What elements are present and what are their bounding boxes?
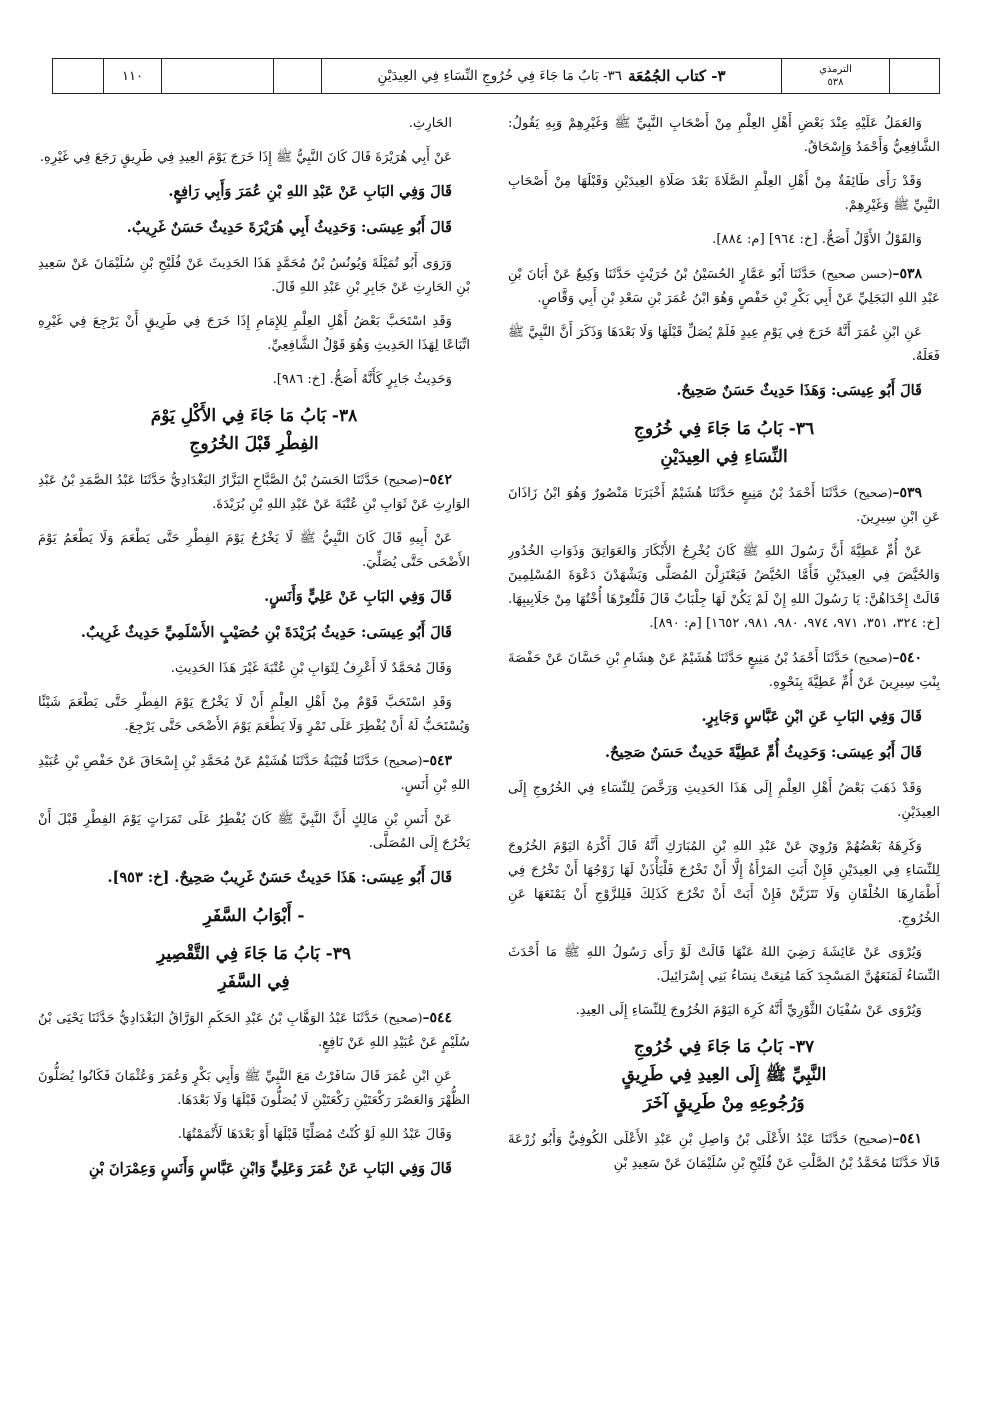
chapter-heading-line: ٣٧- بَابُ مَا جَاءَ فِي خُرُوجِ [633, 1037, 815, 1057]
text-paragraph [38, 252, 470, 300]
text-paragraph [38, 310, 470, 358]
book-title: ٣- كتاب الجُمُعَة [628, 67, 726, 85]
text-paragraph [508, 170, 940, 218]
chapter-heading-line: وَرُجُوعِهِ مِنْ طَرِيقٍ آخَرَ [643, 1093, 805, 1113]
paragraph-text: وَكَرِهَهُ بَعْضُهُمْ وَرُوِيَ عَنْ عَبْدِ اللهِ بْنِ المُبَارَكِ أَنَّهُ قَالَ أَكْرَهُ اليَوْمَ الخُرُوجَ لِلنِّسَاءِ فِي العِيدَيْنِ فَإِنْ أَبَتِ المَرْأَةُ إِلَّا أَنْ تَخْرُجَ فَلْيَأْذَنْ لَهَا زَوْجُهَا أَنْ تَخْرُجَ فِي أَطْمَارِهَا الخُلْقَانِ وَلَا تَتَزَيَّنْ فَإِنْ أَبَتْ أَنْ تَخْرُجَ كَذَلِكَ فَلِلزَّوْجِ أَنْ يَمْنَعَهَا عَنِ الخُرُوجِ. [508, 839, 940, 926]
paragraph-text: وَقَدْ ذَهَبَ بَعْضُ أَهْلِ العِلْمِ إِلَى هَذَا الحَدِيثِ وَرَخَّصَ لِلنِّسَاءِ فِي الخُرُوجِ إِلَى العِيدَيْنِ. [508, 781, 940, 820]
hadith-number: ٥٤١– [892, 1131, 922, 1147]
paragraph-text: عَنِ ابْنِ عُمَرَ أَنَّهُ خَرَجَ فِي يَوْمِ عِيدٍ فَلَمْ يُصَلِّ قَبْلَهَا وَلَا بَعْدَهَا وَذَكَرَ أَنَّ النَّبِيَّ ﷺ فَعَلَهُ. [508, 325, 940, 364]
hadith-number: ٥٤٠– [892, 650, 922, 666]
commentary-heading: قَالَ أَبُو عِيسَى: وَحَدِيثُ أَبِي هُرَيْرَةَ حَدِيثٌ حَسَنٌ غَرِيبٌ. [126, 219, 452, 236]
hadith-grade: (صحيح) [853, 651, 893, 665]
text-paragraph [508, 321, 940, 369]
chapter-heading [508, 415, 940, 471]
hadith-grade: (صحيح) [383, 1011, 423, 1025]
paragraph-text: وَالعَمَلُ عَلَيْهِ عِنْدَ بَعْضِ أَهْلِ العِلْمِ مِنْ أَصْحَابِ النَّبِيِّ ﷺ وَغَيْرِهِمْ وَبِهِ يَقُولُ: الشَّافِعِيُّ وَأَحْمَدُ وَإِسْحَاقُ. [508, 116, 940, 155]
hadith-number: ٥٤٢– [422, 472, 452, 488]
text-paragraph [38, 146, 470, 170]
text-paragraph [38, 527, 470, 575]
hadith-number: ٥٣٩– [892, 485, 922, 501]
text-paragraph [508, 999, 940, 1023]
paragraph-text: وَيُرْوَى عَنْ عَائِشَةَ رَضِيَ اللهُ عَنْهَا قَالَتْ لَوْ رَأَى رَسُولُ اللهِ ﷺ مَا أَحْدَثَ النِّسَاءُ لَمَنَعَهُنَّ المَسْجِدَ كَمَا مُنِعَتْ نِسَاءُ بَنِي إِسْرَائِيلَ. [508, 945, 940, 984]
hadith-number: ٥٤٤– [422, 1010, 452, 1026]
paragraph-text: وَقَالَ عَبْدُ اللهِ لَوْ كُنْتُ مُصَلِّيًا قَبْلَهَا أَوْ بَعْدَهَا لَأَتْمَمْتُهَا. [177, 1127, 452, 1142]
text-paragraph [508, 835, 940, 931]
commentary-heading: قَالَ أَبُو عِيسَى: حَدِيثُ بُرَيْدَةَ بْنِ حُصَيْبٍ الأَسْلَمِيِّ حَدِيثٌ غَرِيبٌ. [80, 624, 452, 641]
paragraph-text: وَقَدِ اسْتَحَبَّ قَوْمٌ مِنْ أَهْلِ العِلْمِ أَنْ لَا يَخْرُجَ يَوْمَ الفِطْرِ حَتَّى يَطْعَمَ شَيْئًا وَيُسْتَحَبُّ لَهُ أَنْ يُفْطِرَ عَلَى تَمْرٍ وَلَا يَطْعَمَ يَوْمَ الأَضْحَى حَتَّى يَرْجِعَ. [38, 695, 470, 734]
hadith-grade: (صحيح) [383, 473, 423, 487]
page-header [52, 58, 940, 94]
header-empty-cell [161, 59, 273, 93]
chapter-heading [38, 402, 470, 458]
chapter-heading [38, 940, 470, 996]
commentary-heading: قَالَ أَبُو عِيسَى: وَحَدِيثُ أُمِّ عَطِيَّةَ حَدِيثٌ حَسَنٌ صَحِيحٌ. [604, 744, 922, 761]
paragraph-text: حَدَّثَنَا أَبُو عَمَّارٍ الحُسَيْنُ بْنُ حُرَيْثٍ حَدَّثَنَا وَكِيعٌ عَنْ أَبَانَ بْنِ عَبْدِ اللهِ البَجَلِيِّ عَنْ أَبِي بَكْرِ بْنِ حَفْصٍ وَهُوَ ابْنُ عُمَرَ بْنِ سَعْدِ بْنِ أَبِي وَقَّاصٍ. [508, 267, 940, 306]
hadith-paragraph [38, 468, 470, 517]
header-empty-cell [889, 59, 939, 93]
paragraph-text: حَدَّثَنَا الحَسَنُ بْنُ الصَّبَّاحِ البَزَّارُ البَغْدَادِيُّ حَدَّثَنَا عَبْدُ الصَّمَدِ بْنُ عَبْدِ الوَارِثِ عَنْ ثَوَابِ بْنِ عُتْبَةَ عَنْ عَبْدِ اللهِ بْنِ بُرَيْدَةَ. [38, 473, 470, 512]
paragraph-text: وَحَدِيثُ جَابِرٍ كَأَنَّهُ أَصَحُّ. [خ: ٩٨٦]. [272, 372, 452, 387]
chapter-heading-line: الفِطْرِ قَبْلَ الخُرُوجِ [189, 434, 319, 454]
paragraph-text: وَقَدْ رَأَى طَائِفَةٌ مِنْ أَهْلِ العِلْمِ الصَّلَاةَ بَعْدَ صَلَاةِ العِيدَيْنِ وَقَبْلَهَا مِنْ أَصْحَابِ النَّبِيِّ ﷺ وَغَيْرِهِمْ. [508, 174, 940, 213]
source-name: الترمذي [819, 64, 852, 75]
text-paragraph [38, 657, 470, 681]
header-empty-cell [273, 59, 321, 93]
paragraph-text: وَقَالَ مُحَمَّدٌ لَا أَعْرِفُ لِثَوَابِ بْنِ عُتْبَةَ غَيْرَ هَذَا الحَدِيثِ. [170, 661, 452, 676]
paragraph-text: حَدَّثَنَا عَبْدُ الوَهَّابِ بْنُ عَبْدِ الحَكَمِ الوَرَّاقُ البَغْدَادِيُّ حَدَّثَنَا يَحْيَى بْنُ سُلَيْمٍ عَنْ عُبَيْدِ اللهِ عَنْ نَافِعٍ. [38, 1011, 470, 1050]
hadith-paragraph [508, 262, 940, 311]
hadith-paragraph [508, 481, 940, 530]
paragraph-text: حَدَّثَنَا أَحْمَدُ بْنُ مَنِيعٍ حَدَّثَنَا هُشَيْمٌ أَخْبَرَنَا مَنْصُورٌ وَهُوَ ابْنُ زَاذَانَ عَنِ ابْنِ سِيرِينَ. [508, 486, 940, 525]
text-paragraph [38, 1065, 470, 1113]
paragraph-text: وَرَوَى أَبُو تُمَيْلَةَ وَيُونُسُ بْنُ مُحَمَّدٍ هَذَا الحَدِيثَ عَنْ فُلَيْحِ بْنِ سُلَيْمَانَ عَنْ سَعِيدِ بْنِ الحَارِثِ عَنْ جَابِرِ بْنِ عَبْدِ اللهِ قَالَ. [38, 256, 470, 295]
commentary-heading: قَالَ أَبُو عِيسَى: وَهَذَا حَدِيثٌ حَسَنٌ صَحِيحٌ. [676, 382, 922, 399]
commentary-heading: قَالَ وَفِي البَابِ عَنْ عُمَرَ وَعَلِيٍّ وَابْنِ عَبَّاسٍ وَأَنَسٍ وَعِمْرَانَ بْنِ [88, 1160, 452, 1177]
hadith-range: ٥٣٨ [827, 77, 844, 88]
paragraph-text: وَيُرْوَى عَنْ سُفْيَانَ الثَّوْرِيِّ أَنَّهُ كَرِهَ اليَوْمَ الخُرُوجَ لِلنِّسَاءِ إِلَى العِيدِ. [575, 1003, 922, 1018]
text-paragraph [508, 777, 940, 825]
commentary-heading: قَالَ أَبُو عِيسَى: هَذَا حَدِيثٌ حَسَنٌ غَرِيبٌ صَحِيحٌ. [خ: ٩٥٣]. [107, 869, 452, 886]
text-paragraph [38, 691, 470, 739]
page-number: ١١٠ [103, 59, 161, 93]
chapter-heading-line: ٣٦- بَابُ مَا جَاءَ فِي خُرُوجِ [633, 419, 815, 439]
chapter-title: ٣٦- بَابُ مَا جَاءَ فِي خُرُوجِ النِّسَاءِ فِي العِيدَيْنِ [377, 68, 623, 84]
paragraph-text: عَنْ أَبِيهِ قَالَ كَانَ النَّبِيُّ ﷺ لَا يَخْرُجُ يَوْمَ الفِطْرِ حَتَّى يَطْعَمَ وَلَا يَطْعَمُ يَوْمَ الأَضْحَى حَتَّى يُصَلِّيَ. [38, 531, 470, 570]
paragraph-text: وَقَدِ اسْتَحَبَّ بَعْضُ أَهْلِ العِلْمِ لِلإِمَامِ إِذَا خَرَجَ فِي طَرِيقٍ أَنْ يَرْجِعَ فِي غَيْرِهِ اتِّبَاعًا لِهَذَا الحَدِيثِ وَهُوَ قَوْلُ الشَّافِعِيِّ. [38, 314, 470, 353]
hadith-number: ٥٣٨– [892, 266, 922, 282]
paragraph-text: عَنْ أَبِي هُرَيْرَةَ قَالَ كَانَ النَّبِيُّ ﷺ إِذَا خَرَجَ يَوْمَ العِيدِ فِي طَرِيقٍ رَجَعَ فِي غَيْرِهِ. [39, 150, 452, 165]
paragraph-text: عَنِ ابْنِ عُمَرَ قَالَ سَافَرْتُ مَعَ النَّبِيِّ ﷺ وَأَبِي بَكْرٍ وَعُمَرَ وَعُثْمَانَ فَكَانُوا يُصَلُّونَ الظُّهْرَ وَالعَصْرَ رَكْعَتَيْنِ رَكْعَتَيْنِ لَا يُصَلُّونَ قَبْلَهَا وَلَا بَعْدَهَا. [38, 1069, 470, 1108]
text-paragraph [38, 808, 470, 856]
hadith-grade: (صحيح) [853, 1132, 893, 1146]
chapter-heading [38, 902, 470, 930]
paragraph-text: حَدَّثَنَا أَحْمَدُ بْنُ مَنِيعٍ حَدَّثَنَا هُشَيْمٌ عَنْ هِشَامِ بْنِ حَسَّانَ عَنْ حَفْصَةَ بِنْتِ سِيرِينَ عَنْ أُمِّ عَطِيَّةَ بِنَحْوِهِ. [508, 651, 940, 690]
paragraph-text: عَنْ أَنَسِ بْنِ مَالِكٍ أَنَّ النَّبِيَّ ﷺ كَانَ يُفْطِرُ عَلَى تَمَرَاتٍ يَوْمَ الفِطْرِ قَبْلَ أَنْ يَخْرُجَ إِلَى المُصَلَّى. [38, 812, 470, 851]
hadith-grade: (صحيح) [853, 486, 893, 500]
paragraph-text: الحَارِثِ. [408, 116, 452, 131]
hadith-paragraph [38, 1006, 470, 1055]
commentary-heading: قَالَ وَفِي البَابِ عَنْ عَلِيٍّ وَأَنَسٍ. [264, 588, 452, 605]
paragraph-text: حَدَّثَنَا عَبْدُ الأَعْلَى بْنُ وَاصِلِ بْنِ عَبْدِ الأَعْلَى الكُوفِيُّ وَأَبُو زُرْعَةَ قَالَا حَدَّثَنَا مُحَمَّدُ بْنُ الصَّلْتِ عَنْ فُلَيْحِ بْنِ سُلَيْمَانَ عَنْ سَعِيدِ بْنِ [508, 1132, 940, 1171]
paragraph-text: عَنْ أُمِّ عَطِيَّةَ أَنَّ رَسُولَ اللهِ ﷺ كَانَ يُخْرِجُ الأَبْكَارَ وَالعَوَاتِقَ وَذَوَاتِ الخُدُورِ وَالحُيَّضَ فِي العِيدَيْنِ فَأَمَّا الحُيَّضُ فَيَعْتَزِلْنَ المُصَلَّى وَيَشْهَدْنَ دَعْوَةَ المُسْلِمِينَ قَالَتْ إِحْدَاهُنَّ: يَا رَسُولَ اللهِ إِنْ لَمْ يَكُنْ لَهَا جِلْبَابٌ قَالَ فَلْتُعِرْهَا أُخْتُهَا مِنْ جَلَابِيبِهَا. [خ: ٣٢٤، ٣٥١، ٩٧١، ٩٧٤، ٩٨٠، ٩٨١، ١٦٥٢] [م: ٨٩٠]. [508, 544, 940, 631]
text-paragraph [38, 1123, 470, 1147]
chapter-heading-line: النَّبِيِّ ﷺ إِلَى العِيدِ فِي طَرِيقٍ [621, 1065, 827, 1085]
hadith-paragraph [508, 1127, 940, 1176]
text-paragraph [508, 941, 940, 989]
hadith-paragraph [508, 646, 940, 695]
hadith-grade: (حسن صحيح) [821, 267, 893, 281]
text-paragraph [38, 368, 470, 392]
paragraph-text: حَدَّثَنَا قُتَيْبَةُ حَدَّثَنَا هُشَيْمٌ عَنْ مُحَمَّدِ بْنِ إِسْحَاقَ عَنْ حَفْصِ بْنِ عُبَيْدِ اللهِ بْنِ أَنَسٍ. [38, 754, 470, 793]
chapter-heading [508, 1033, 940, 1117]
chapter-heading-line: النِّسَاءِ فِي العِيدَيْنِ [660, 447, 788, 467]
source-cell [781, 59, 889, 93]
right-column [508, 112, 940, 1374]
text-paragraph [38, 112, 470, 136]
hadith-paragraph [38, 749, 470, 798]
running-title [321, 59, 781, 93]
commentary-heading: قَالَ وَفِي البَابِ عَنِ ابْنِ عَبَّاسٍ وَجَابِرٍ. [701, 708, 922, 725]
left-column [38, 112, 470, 1374]
chapter-heading-line: - أَبْوَابُ السَّفَرِ [203, 906, 305, 926]
text-paragraph [508, 540, 940, 636]
text-paragraph [508, 228, 940, 252]
hadith-grade: (صحيح) [383, 754, 423, 768]
paragraph-text: وَالقَوْلُ الأَوَّلُ أَصَحُّ. [خ: ٩٦٤] [م: ٨٨٤]. [712, 232, 922, 247]
chapter-heading-line: فِي السَّفَرِ [218, 972, 290, 992]
hadith-number: ٥٤٣– [422, 753, 452, 769]
commentary-heading: قَالَ وَفِي البَابِ عَنْ عَبْدِ اللهِ بْنِ عُمَرَ وَأَبِي رَافِعٍ. [168, 183, 452, 200]
header-empty-cell [53, 59, 103, 93]
chapter-heading-line: ٣٩- بَابُ مَا جَاءَ فِي التَّقْصِيرِ [157, 944, 351, 964]
chapter-heading-line: ٣٨- بَابُ مَا جَاءَ فِي الأَكْلِ يَوْمَ [150, 406, 358, 426]
text-paragraph [508, 112, 940, 160]
